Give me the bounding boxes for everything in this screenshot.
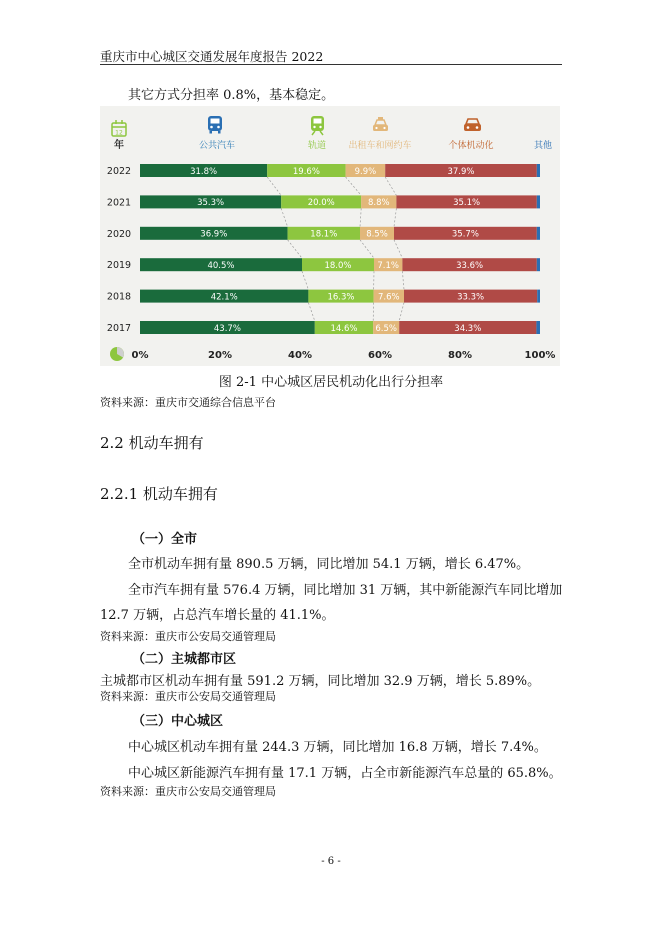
bar-segment — [537, 290, 540, 303]
bar-value-label: 33.3% — [457, 292, 485, 303]
year-label: 2022 — [106, 166, 132, 177]
bar-value-label: 16.3% — [327, 292, 355, 303]
connector-line — [360, 208, 361, 226]
bar-value-label: 42.1% — [210, 292, 238, 303]
year-label: 2019 — [106, 260, 132, 272]
bar-value-label: 37.9% — [447, 166, 475, 177]
section-heading: 2.2 机动车拥有 — [100, 434, 204, 452]
bar-value-label: 20.0% — [307, 198, 335, 209]
x-tick-label: 0% — [131, 350, 149, 361]
legend-label-2: 出租车和网约车 — [348, 141, 412, 151]
bar-value-label: 35.1% — [453, 198, 481, 209]
legend-label-3: 个体机动化 — [448, 141, 494, 151]
paragraph-core-nev: 中心城区新能源汽车拥有量 17.1 万辆，占全市新能源汽车总量的 65.8%。 — [128, 766, 562, 781]
pie-chart-icon — [110, 347, 124, 361]
legend-label-4: 其他 — [533, 141, 553, 151]
bar-value-label: 34.3% — [454, 323, 482, 334]
legend-label-0: 公共汽车 — [198, 141, 236, 151]
figure-caption: 图 2-1 中心城区居民机动化出行分担率 — [218, 375, 444, 390]
paragraph-metro-vehicles: 主城都市区机动车拥有量 591.2 万辆，同比增加 32.9 万辆，增长 5.89%。 — [100, 674, 541, 689]
bar-value-label: 6.5% — [375, 323, 398, 334]
bar-value-label: 35.3% — [197, 198, 225, 209]
bar-value-label: 8.5% — [366, 229, 388, 240]
sub-heading-metro: （二）主城都市区 — [132, 652, 237, 667]
bar-value-label: 18.1% — [310, 229, 338, 240]
year-axis-header: 年 — [114, 140, 124, 151]
bar-value-label: 31.8% — [190, 166, 218, 177]
bar-value-label: 14.6% — [330, 323, 358, 334]
source-metro: 资料来源：重庆市公安局交通管理局 — [100, 690, 276, 703]
bar-value-label: 33.6% — [456, 261, 484, 271]
sub-heading-city: （一）全市 — [132, 532, 198, 547]
connector-line — [402, 271, 404, 289]
bar-segment — [537, 195, 540, 208]
car-icon — [464, 119, 481, 131]
source-city: 资料来源：重庆市公安局交通管理局 — [100, 630, 276, 643]
x-tick-label: 40% — [288, 350, 312, 361]
bar-value-label: 18.0% — [324, 261, 352, 271]
figure-source: 资料来源：重庆市交通综合信息平台 — [100, 396, 276, 409]
rail-icon — [311, 116, 324, 135]
bar-segment — [537, 258, 540, 271]
bar-segment — [537, 227, 540, 240]
connector-line — [399, 303, 404, 321]
connector-line — [360, 240, 374, 258]
x-tick-label: 100% — [524, 350, 556, 361]
bar-value-label: 43.7% — [213, 323, 241, 334]
intro-paragraph: 其它方式分担率 0.8%，基本稳定。 — [128, 88, 335, 103]
paragraph-city-vehicles: 全市机动车拥有量 890.5 万辆，同比增加 54.1 万辆，增长 6.47%。 — [128, 557, 530, 572]
x-tick-label: 20% — [208, 350, 232, 361]
taxi-icon — [373, 117, 388, 131]
connector-line — [346, 177, 362, 195]
bus-icon — [208, 116, 222, 134]
paragraph-city-cars-line1: 全市汽车拥有量 576.4 万辆，同比增加 31 万辆，其中新能源汽车同比增加 — [128, 583, 563, 598]
connector-line — [394, 240, 402, 258]
bar-value-label: 7.1% — [377, 261, 400, 271]
bar-value-label: 40.5% — [207, 261, 235, 271]
legend-label-1: 轨道 — [307, 141, 327, 151]
bar-value-label: 7.6% — [377, 292, 400, 303]
paragraph-core-vehicles: 中心城区机动车拥有量 244.3 万辆，同比增加 16.8 万辆，增长 7.4%。 — [128, 740, 547, 755]
calendar-icon — [112, 120, 126, 137]
year-label: 2018 — [106, 291, 132, 303]
year-label: 2020 — [106, 228, 132, 240]
subsection-heading: 2.2.1 机动车拥有 — [100, 485, 218, 503]
x-tick-label: 80% — [448, 350, 472, 361]
year-label: 2017 — [106, 323, 132, 334]
bar-value-label: 8.8% — [367, 198, 390, 209]
connector-line — [288, 240, 302, 258]
connector-line — [385, 177, 396, 195]
mode-share-chart — [100, 106, 560, 366]
bar-segment — [537, 164, 540, 177]
connector-line — [281, 208, 287, 226]
connector-line — [302, 271, 308, 289]
paragraph-city-cars-line2: 12.7 万辆，占总汽车增长量的 41.1%。 — [100, 608, 335, 623]
year-label: 2021 — [106, 197, 132, 209]
bar-value-label: 19.6% — [292, 166, 320, 177]
page-header-title: 重庆市中心城区交通发展年度报告 2022 — [100, 49, 324, 64]
bar-value-label: 35.7% — [451, 229, 479, 240]
svg-text:12: 12 — [115, 129, 123, 137]
bar-value-label: 9.9% — [354, 166, 377, 177]
bar-segment — [536, 321, 540, 334]
sub-heading-core: （三）中心城区 — [132, 714, 224, 729]
bar-value-label: 36.9% — [200, 229, 228, 240]
x-tick-label: 60% — [368, 350, 392, 361]
connector-line — [267, 177, 281, 195]
header-divider — [100, 64, 562, 65]
page-number: - 6 - — [321, 856, 341, 867]
source-core: 资料来源：重庆市公安局交通管理局 — [100, 785, 276, 798]
connector-line — [308, 303, 314, 321]
connector-line — [394, 208, 396, 226]
